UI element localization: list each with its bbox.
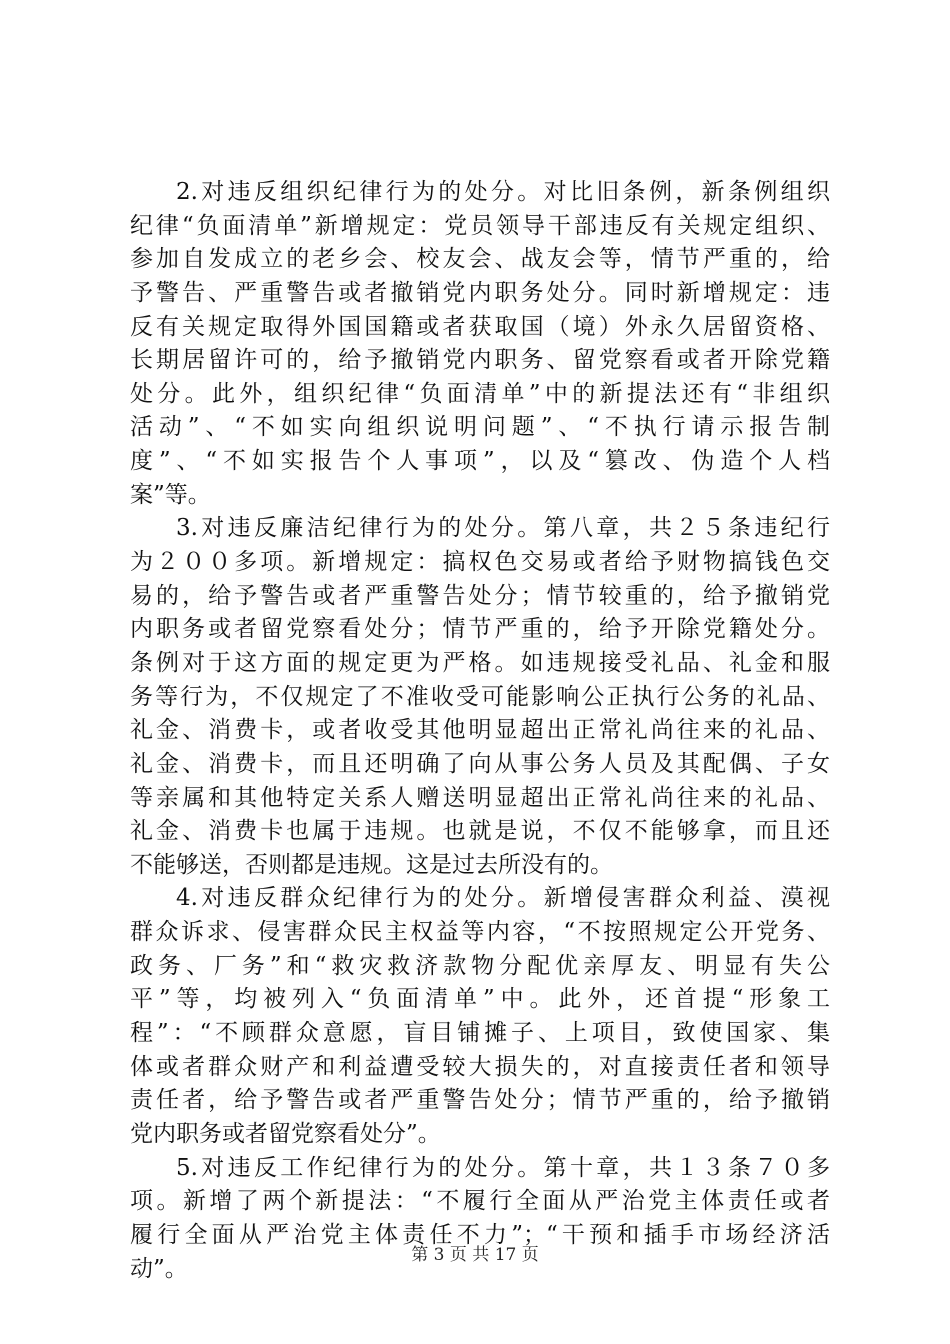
paragraph-3-line: 礼金、消费卡也属于违规。也就是说，不仅不能够拿，而且还 xyxy=(130,818,830,845)
paragraph-4-line: 党内职务或者留党察看处分”。 xyxy=(130,1120,441,1147)
paragraph-5-line: 5.对违反工作纪律行为的处分。第十章，共１３条７０多 xyxy=(176,1154,830,1181)
paragraph-2-line: 2.对违反组织纪律行为的处分。对比旧条例，新条例组织 xyxy=(176,179,830,205)
paragraph-2-line: 纪律“负面清单”新增规定：党员领导干部违反有关规定组织、 xyxy=(130,212,830,239)
paragraph-3-line: 内职务或者留党察看处分；情节严重的，给予开除党籍处分。 xyxy=(130,616,830,643)
paragraph-3-line: 礼金、消费卡，或者收受其他明显超出正常礼尚往来的礼品、 xyxy=(130,717,830,744)
paragraph-3-line: 礼金、消费卡，而且还明确了向从事公务人员及其配偶、子女 xyxy=(130,750,830,777)
paragraph-3-line: 务等行为，不仅规定了不准收受可能影响公正执行公务的礼品、 xyxy=(130,683,830,710)
paragraph-2-line: 予警告、严重警告或者撤销党内职务处分。同时新增规定：违 xyxy=(130,279,830,306)
page-footer: 第 3 页 共 17 页 xyxy=(411,1245,539,1265)
paragraph-4-line: 群众诉求、侵害群众民主权益等内容，“不按照规定公开党务、 xyxy=(130,919,830,946)
paragraph-3-line: 等亲属和其他特定关系人赠送明显超出正常礼尚往来的礼品、 xyxy=(130,784,830,811)
paragraph-5-line: 项。新增了两个新提法：“不履行全面从严治党主体责任或者 xyxy=(130,1188,830,1215)
paragraph-4-line: 责任者，给予警告或者严重警告处分；情节严重的，给予撤销 xyxy=(130,1087,830,1114)
document-body xyxy=(130,176,830,1286)
paragraph-2-line: 活动”、“不如实向组织说明问题”、“不执行请示报告制 xyxy=(130,414,830,441)
paragraph-3-line: 为２００多项。新增规定：搞权色交易或者给予财物搞钱色交 xyxy=(130,549,830,576)
paragraph-3-line: 易的，给予警告或者严重警告处分；情节较重的，给予撤销党 xyxy=(130,582,830,609)
paragraph-3-line: 3.对违反廉洁纪律行为的处分。第八章，共２５条违纪行 xyxy=(176,515,830,542)
paragraph-5-line: 履行全面从严治党主体责任不力”；“干预和插手市场经济活 xyxy=(130,1221,830,1248)
paragraph-4-line: 4.对违反群众纪律行为的处分。新增侵害群众利益、漠视 xyxy=(176,885,830,912)
paragraph-5-line: 动”。 xyxy=(130,1255,188,1282)
paragraph-2-line: 处分。此外，组织纪律“负面清单”中的新提法还有“非组织 xyxy=(130,380,830,407)
paragraph-2-line: 反有关规定取得外国国籍或者获取国（境）外永久居留资格、 xyxy=(130,313,830,340)
paragraph-3-line: 不能够送，否则都是违规。这是过去所没有的。 xyxy=(130,851,613,878)
paragraph-4-line: 体或者群众财产和利益遭受较大损失的，对直接责任者和领导 xyxy=(130,1053,830,1080)
paragraph-3-line: 条例对于这方面的规定更为严格。如违规接受礼品、礼金和服 xyxy=(130,649,830,676)
paragraph-2-line: 度”、“不如实报告个人事项”，以及“篡改、伪造个人档 xyxy=(130,448,830,475)
paragraph-2-line: 案”等。 xyxy=(130,481,211,508)
paragraph-2-line: 长期居留许可的，给予撤销党内职务、留党察看或者开除党籍 xyxy=(130,347,830,374)
paragraph-4-line: 平”等，均被列入“负面清单”中。此外，还首提“形象工 xyxy=(130,986,830,1013)
paragraph-2-line: 参加自发成立的老乡会、校友会、战友会等，情节严重的，给 xyxy=(130,246,830,273)
paragraph-4-line: 程”：“不顾群众意愿，盲目铺摊子、上项目，致使国家、集 xyxy=(130,1020,830,1047)
paragraph-4-line: 政务、厂务”和“救灾救济款物分配优亲厚友、明显有失公 xyxy=(130,952,830,979)
